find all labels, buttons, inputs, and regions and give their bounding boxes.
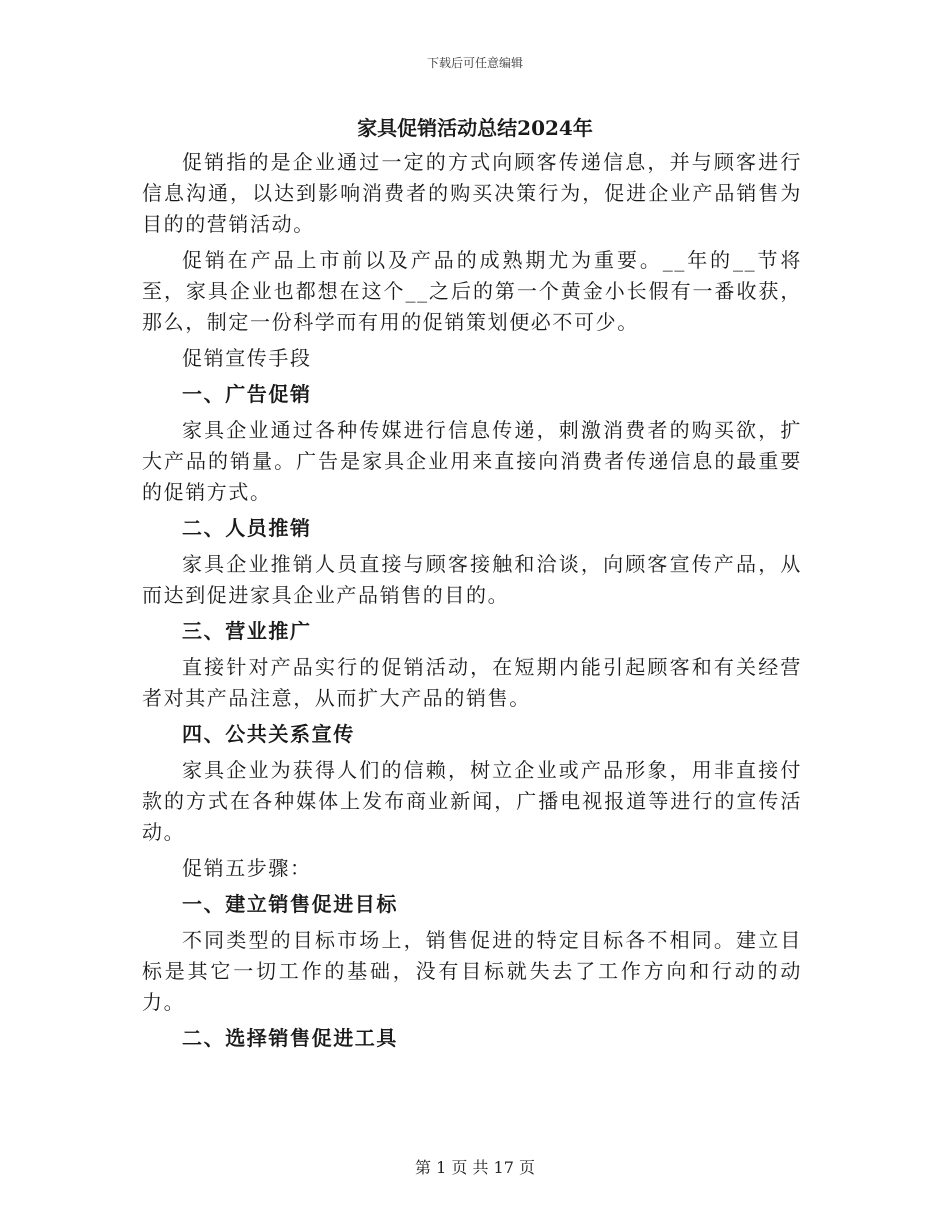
step-heading: 一、建立销售促进目标 <box>182 892 398 916</box>
step-heading: 二、选择销售促进工具 <box>182 1026 398 1050</box>
section-heading: 二、人员推销 <box>182 516 312 540</box>
section-paragraph: 直接针对产品实行的促销活动，在短期内能引起顾客和有关经营者对其产品注意，从而扩大产品的销售。 <box>142 655 802 710</box>
subheading-promotion-means: 促销宣传手段 <box>182 346 312 370</box>
section-heading: 一、广告促销 <box>182 382 312 406</box>
document-title: 家具促销活动总结2024年 <box>357 116 593 140</box>
header-note: 下载后可任意编辑 <box>426 56 523 70</box>
section-heading: 三、营业推广 <box>182 619 312 643</box>
page-footer: 第 1 页 共 17 页 <box>415 1158 535 1177</box>
section-paragraph: 家具企业通过各种传媒进行信息传递，刺激消费者的购买欲，扩大产品的销量。广告是家具企业用来直接向消费者传递信息的最重要的促销方式。 <box>142 418 802 504</box>
intro-paragraph: 促销指的是企业通过一定的方式向顾客传递信息，并与顾客进行信息沟通，以达到影响消费者的购买决策行为，促进企业产品销售为目的的营销活动。 <box>142 150 802 236</box>
section-heading: 四、公共关系宣传 <box>182 722 355 746</box>
intro-paragraph: 促销在产品上市前以及产品的成熟期尤为重要。__年的__节将至，家具企业也都想在这个__之后的第一个黄金小长假有一番收获，那么，制定一份科学而有用的促销策划便必不可少。 <box>142 248 802 334</box>
document-body <box>142 147 802 1059</box>
step-paragraph: 不同类型的目标市场上，销售促进的特定目标各不相同。建立目标是其它一切工作的基础，没有目标就失去了工作方向和行动的动力。 <box>142 928 802 1014</box>
section-paragraph: 家具企业为获得人们的信赖，树立企业或产品形象，用非直接付款的方式在各种媒体上发布商业新闻，广播电视报道等进行的宣传活动。 <box>142 758 802 844</box>
steps-intro: 促销五步骤： <box>182 856 312 880</box>
section-paragraph: 家具企业推销人员直接与顾客接触和洽谈，向顾客宣传产品，从而达到促进家具企业产品销售的目的。 <box>142 552 802 607</box>
